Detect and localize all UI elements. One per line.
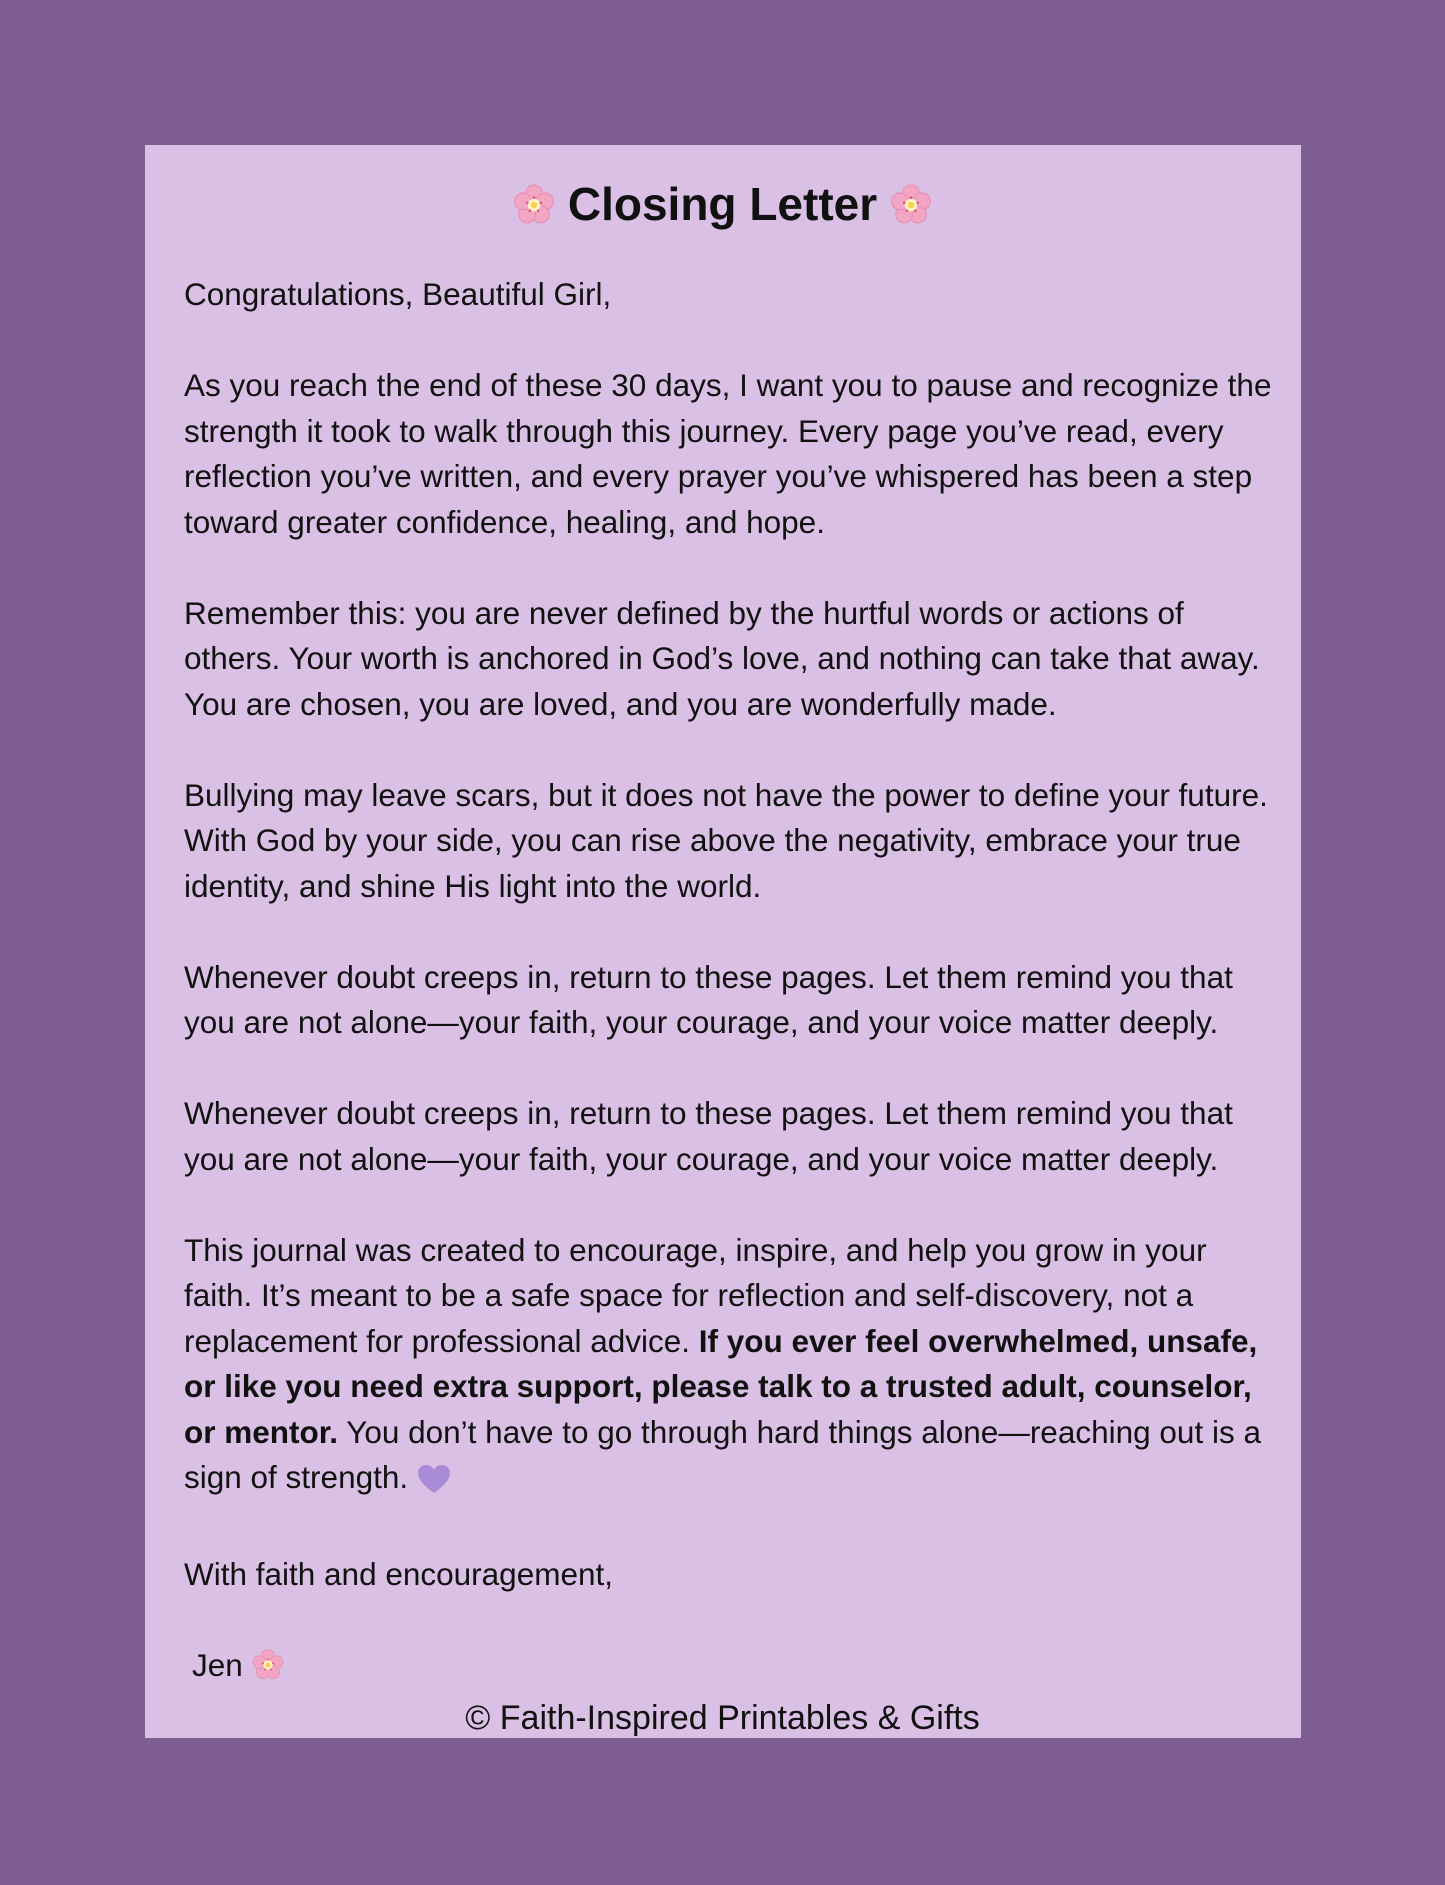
purple-heart-icon [417,1461,451,1507]
cherry-blossom-icon [890,180,932,240]
cherry-blossom-icon [513,180,555,240]
letter-body [184,272,1274,1694]
greeting: Congratulations, Beautiful Girl, [184,276,612,312]
cherry-blossom-icon [252,1648,284,1694]
copyright-footer: © Faith-Inspired Printables & Gifts [465,1699,980,1737]
paragraph: Whenever doubt creeps in, return to these pages. Let them remind you that you are not alone—your faith, your courage, and your voice matter deeply. [184,958,1233,1040]
signature-name: Jen [192,1647,243,1683]
signature [184,1643,1274,1694]
paragraph: Remember this: you are never defined by the hurtful words or actions of others. Your worth is anchored in God’s love, and nothing can take that away. You are chosen, you are loved, and you are wonderfully made. [184,594,1260,722]
paragraph: Whenever doubt creeps in, return to these pages. Let them remind you that you are not alone—your faith, your courage, and your voice matter deeply. [184,1095,1233,1177]
title-text: Closing Letter [567,178,878,230]
disclaimer-bold: If you ever feel overwhelmed, unsafe, or like you need extra support, please talk to a trusted adult, counselor, or mentor. [184,1322,1258,1450]
disclaimer-intro: This journal was created to encourage, inspire, and help you grow in your faith. It’s meant to be a safe space for reflection and self-discovery, not a replacement for professional advice. [184,1231,1207,1359]
page-title [0,174,1445,240]
disclaimer-paragraph [184,1228,1274,1507]
paragraph: Bullying may leave scars, but it does not have the power to define your future. With God by your side, you can rise above the negativity, embrace your true identity, and shine His light into the world. [184,776,1268,904]
disclaimer-outro: You don’t have to go through hard things alone—reaching out is a sign of strength. [184,1413,1261,1495]
closing-line: With faith and encouragement, [184,1556,614,1592]
paragraph: As you reach the end of these 30 days, I want you to pause and recognize the strength it took to walk through this journey. Every page you’ve read, every reflection you’ve written, and every prayer you’ve whispered has been a step toward greater confidence, healing, and hope. [184,367,1272,540]
